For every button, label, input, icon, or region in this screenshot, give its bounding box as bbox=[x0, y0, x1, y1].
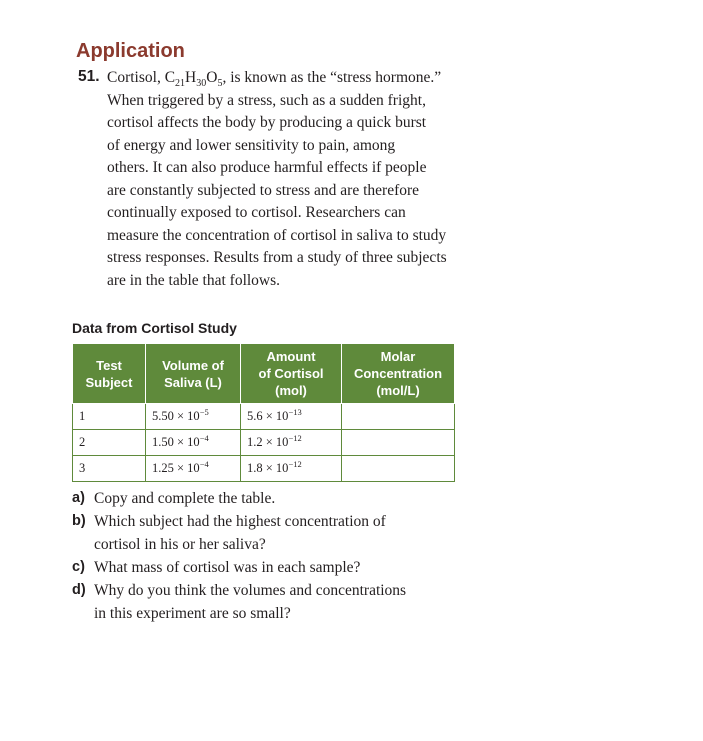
question-line: When triggered by a stress, such as a sudden fright, bbox=[107, 91, 426, 109]
amount-mantissa: 1.8 × 10 bbox=[247, 461, 289, 475]
header-molar-concentration bbox=[342, 344, 455, 404]
part-c bbox=[72, 556, 472, 579]
volume-cell bbox=[146, 430, 241, 456]
part-letter: d) bbox=[72, 582, 86, 598]
part-letter: a) bbox=[72, 490, 85, 506]
concentration-cell bbox=[342, 404, 455, 430]
header-text: Volume of bbox=[162, 357, 224, 373]
volume-cell bbox=[146, 404, 241, 430]
part-text: in this experiment are so small? bbox=[94, 605, 291, 622]
part-letter: b) bbox=[72, 513, 86, 529]
amount-mantissa: 5.6 × 10 bbox=[247, 409, 289, 423]
amount-cell bbox=[241, 456, 342, 482]
header-volume-saliva bbox=[146, 344, 241, 404]
header-text: Amount bbox=[266, 349, 316, 364]
table-header-row bbox=[73, 344, 455, 404]
question-text bbox=[107, 67, 499, 292]
volume-exponent: −4 bbox=[199, 432, 209, 443]
question-line: are in the table that follows. bbox=[107, 271, 281, 289]
part-b bbox=[72, 510, 472, 556]
part-letter: c) bbox=[72, 559, 85, 575]
question-number: 51. bbox=[78, 68, 100, 85]
formula-c-sub: 21 bbox=[175, 78, 186, 90]
question-line: of energy and lower sensitivity to pain, among bbox=[107, 136, 396, 154]
question-first-line-prefix: Cortisol, bbox=[107, 69, 165, 86]
formula-o-sub: 5 bbox=[217, 78, 223, 90]
question-line: measure the concentration of cortisol in saliva to study bbox=[107, 226, 447, 244]
concentration-cell bbox=[342, 430, 455, 456]
amount-cell bbox=[241, 404, 342, 430]
formula-h: H bbox=[185, 69, 197, 86]
header-text: Molar bbox=[380, 349, 416, 364]
question-line: continually exposed to cortisol. Researchers can bbox=[107, 204, 406, 221]
question-first-line bbox=[107, 67, 499, 90]
question-first-line-suffix: , is known as the “stress hormone.” bbox=[222, 69, 442, 86]
header-text: Concentration bbox=[353, 366, 443, 381]
concentration-cell bbox=[342, 456, 455, 482]
question-line: are constantly subjected to stress and are therefore bbox=[107, 181, 420, 199]
header-text: (mol/L) bbox=[376, 383, 420, 398]
section-heading: Application bbox=[76, 40, 185, 62]
table-row bbox=[73, 404, 455, 430]
volume-mantissa: 1.25 × 10 bbox=[152, 461, 200, 475]
amount-mantissa: 1.2 × 10 bbox=[247, 435, 289, 449]
cortisol-formula bbox=[164, 69, 223, 90]
table-row bbox=[73, 430, 455, 456]
part-text: What mass of cortisol was in each sample? bbox=[94, 559, 361, 576]
part-text: Why do you think the volumes and concentrations bbox=[94, 582, 407, 599]
header-text: (mol) bbox=[275, 383, 307, 398]
table-title: Data from Cortisol Study bbox=[72, 320, 237, 336]
amount-exponent: −12 bbox=[288, 432, 302, 443]
table-row bbox=[73, 456, 455, 482]
subject-cell: 2 bbox=[73, 430, 146, 456]
volume-exponent: −5 bbox=[199, 406, 209, 417]
cortisol-data-table bbox=[72, 343, 455, 482]
question-line: stress responses. Results from a study of three subjects bbox=[107, 249, 447, 266]
formula-c: C bbox=[164, 69, 176, 86]
part-text: Which subject had the highest concentration of bbox=[94, 513, 386, 530]
header-test-subject bbox=[73, 344, 146, 404]
question-line: others. It can also produce harmful effects if people bbox=[107, 159, 427, 176]
header-amount-cortisol bbox=[241, 344, 342, 404]
header-text: of Cortisol bbox=[258, 366, 324, 381]
header-text: Test bbox=[96, 357, 122, 373]
amount-exponent: −13 bbox=[288, 406, 302, 417]
part-text: cortisol in his or her saliva? bbox=[94, 536, 266, 553]
header-text: Subject bbox=[85, 374, 133, 390]
volume-mantissa: 1.50 × 10 bbox=[152, 435, 200, 449]
question-line: cortisol affects the body by producing a quick burst bbox=[107, 114, 427, 131]
volume-exponent: −4 bbox=[199, 458, 209, 469]
amount-cell bbox=[241, 430, 342, 456]
amount-exponent: −12 bbox=[288, 458, 302, 469]
subject-cell: 1 bbox=[73, 404, 146, 430]
question-parts bbox=[72, 487, 472, 625]
part-a bbox=[72, 487, 472, 510]
formula-o: O bbox=[206, 69, 218, 86]
volume-cell bbox=[146, 456, 241, 482]
header-text: Saliva (L) bbox=[164, 374, 222, 390]
part-d bbox=[72, 579, 472, 625]
formula-h-sub: 30 bbox=[196, 78, 207, 90]
volume-mantissa: 5.50 × 10 bbox=[152, 409, 200, 423]
part-text: Copy and complete the table. bbox=[94, 490, 276, 507]
subject-cell: 3 bbox=[73, 456, 146, 482]
